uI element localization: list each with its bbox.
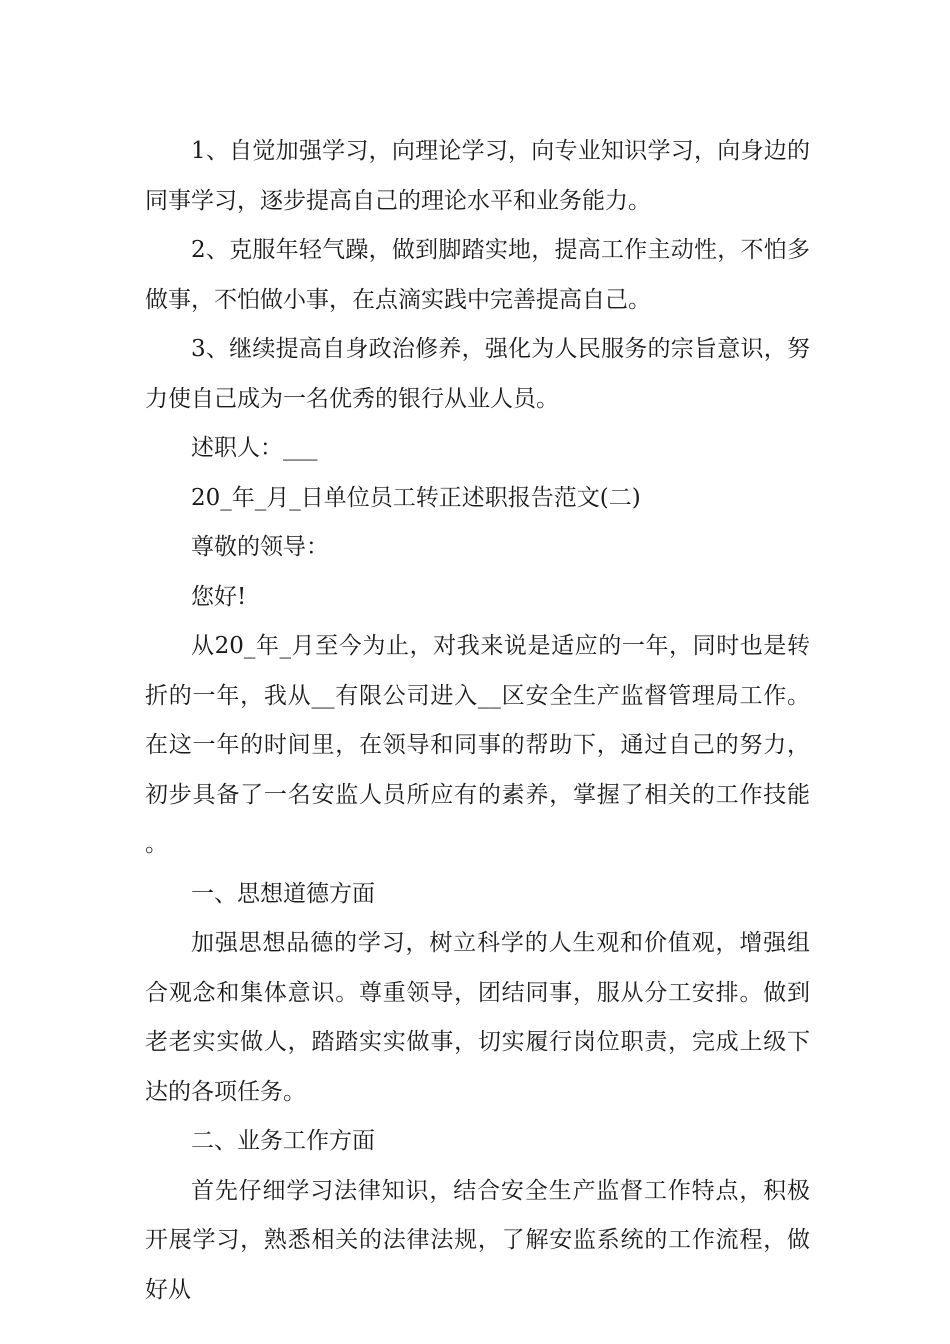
greeting: 您好! — [191, 583, 247, 610]
paragraph-political-cultivation: 3、继续提高自身政治修养，强化为人民服务的宗旨意识，努力使自己成为一名优秀的银行从业人员。 — [145, 336, 810, 412]
paragraph-improve-study: 1、自觉加强学习，向理论学习，向专业知识学习，向身边的同事学习，逐步提高自己的理论水平和业务能力。 — [145, 138, 810, 214]
section-title: 20_年_月_日单位员工转正述职报告范文(二) — [191, 484, 641, 511]
salutation: 尊敬的领导： — [191, 534, 329, 560]
signature-line: 述职人：___ — [191, 435, 318, 461]
heading-ideology-morality: 一、思想道德方面 — [191, 880, 375, 907]
document-body — [145, 127, 810, 1315]
heading-business-work: 二、业务工作方面 — [191, 1128, 375, 1154]
paragraph-ideology-morality: 加强思想品德的学习，树立科学的人生观和价值观，增强组合观念和集体意识。尊重领导，团结同事，服从分工安排。做到老老实实做人，踏踏实实做事，切实履行岗位职责，完成上级下达的各项任务。 — [145, 930, 810, 1105]
paragraph-business-work: 首先仔细学习法律知识，结合安全生产监督工作特点，积极开展学习，熟悉相关的法律法规，了解安监系统的工作流程，做好从 — [145, 1177, 810, 1303]
paragraph-overcome-impatience: 2、克服年轻气躁，做到脚踏实地，提高工作主动性，不怕多做事，不怕做小事，在点滴实践中完善提高自己。 — [145, 237, 810, 313]
paragraph-introduction: 从20_年_月至今为止，对我来说是适应的一年，同时也是转折的一年，我从__有限公司进入__区安全生产监督管理局工作。在这一年的时间里，在领导和同事的帮助下，通过自己的努力，初步具备了一名安监人员所应有的素养，掌握了相关的工作技能。 — [145, 633, 810, 857]
